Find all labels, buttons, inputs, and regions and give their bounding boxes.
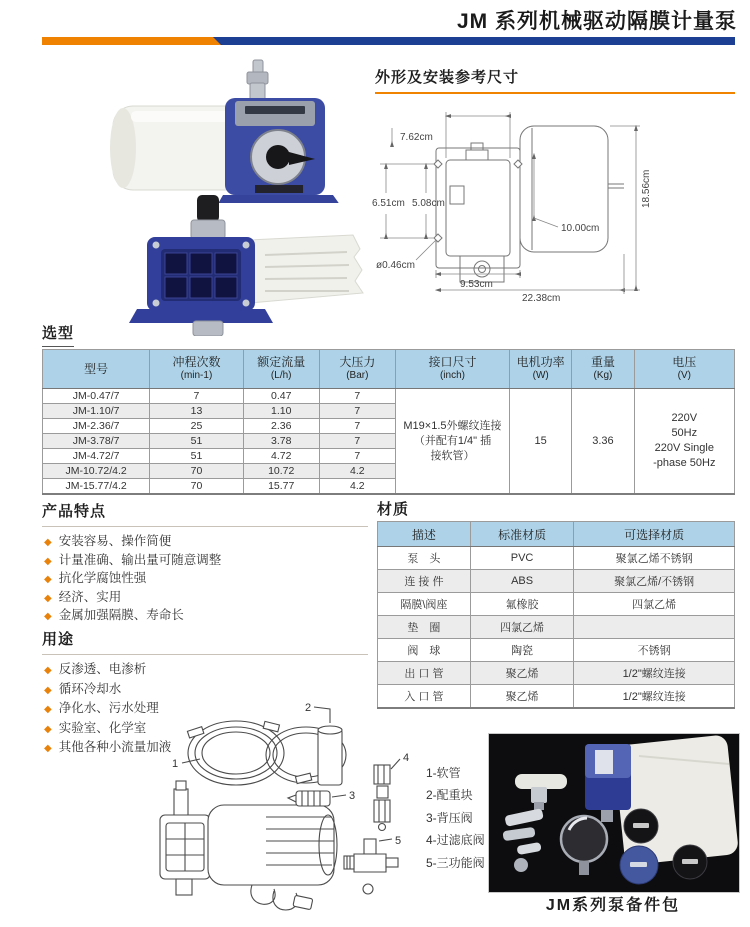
materials-table-cell: 1/2"螺纹连接 <box>574 685 735 709</box>
selection-table-cell: 70 <box>150 464 243 479</box>
diamond-bullet-icon: ◆ <box>44 684 52 696</box>
diamond-bullet-icon: ◆ <box>44 537 52 548</box>
page-title: JM 系列机械驱动隔膜计量泵 <box>456 10 737 33</box>
feature-item: ◆ 抗化学腐蚀性强 <box>44 571 147 585</box>
use-item: ◆ 反渗透、电渗析 <box>44 662 147 676</box>
feature-item: ◆ 安装容易、操作简便 <box>44 534 172 548</box>
dim-label-total-height: 18.56cm <box>641 169 652 208</box>
materials-table-row <box>378 616 735 639</box>
selection-table-cell: JM-3.78/7 <box>43 434 150 449</box>
materials-table-cell: 四氯乙烯 <box>574 593 735 616</box>
uses-section-title: 用途 <box>42 631 75 648</box>
materials-table-cell: 出 口 管 <box>378 662 471 685</box>
selection-table-merged-cell: 15 <box>510 389 572 495</box>
materials-table-cell: 陶瓷 <box>470 639 574 662</box>
selection-table-cell: 51 <box>150 434 243 449</box>
header-bar <box>42 37 735 45</box>
selection-column-header: 额定流量 (L/h) <box>243 350 319 389</box>
diamond-bullet-icon: ◆ <box>44 574 52 585</box>
selection-table-cell: 3.78 <box>243 434 319 449</box>
selection-table-cell: 51 <box>150 449 243 464</box>
materials-table-row <box>378 685 735 709</box>
selection-table-cell: 0.47 <box>243 389 319 404</box>
pump-photo-front <box>85 195 365 336</box>
use-item: ◆ 其他各种小流量加液 <box>44 740 172 754</box>
dim-label-left-inner: 5.08cm <box>412 198 445 209</box>
selection-table-cell: 1.10 <box>243 404 319 419</box>
selection-column-header: 冲程次数 (min-1) <box>150 350 243 389</box>
selection-table-cell: JM-2.36/7 <box>43 419 150 434</box>
selection-column-header: 重量 (Kg) <box>572 350 634 389</box>
selection-table-cell: JM-10.72/4.2 <box>43 464 150 479</box>
features-section-rule <box>42 526 368 527</box>
materials-table-cell: 1/2"螺纹连接 <box>574 662 735 685</box>
product-photos <box>85 58 365 336</box>
selection-table-cell: 7 <box>319 449 395 464</box>
materials-table-row <box>378 570 735 593</box>
selection-table-row <box>43 389 735 404</box>
materials-column-header: 标准材质 <box>470 522 574 547</box>
selection-table-cell: 15.77 <box>243 479 319 495</box>
materials-table-cell: 聚乙烯 <box>470 662 574 685</box>
dim-label-head-width: 9.53cm <box>460 279 493 290</box>
selection-column-header: 电压 (V) <box>634 350 734 389</box>
uses-section-rule <box>42 654 368 655</box>
selection-table-cell: 7 <box>319 434 395 449</box>
dim-label-hole: ø0.46cm <box>376 260 415 271</box>
selection-column-header: 大压力 (Bar) <box>319 350 395 389</box>
diamond-bullet-icon: ◆ <box>44 704 52 715</box>
dims-section-rule <box>375 92 735 94</box>
parts-legend-item: 3-背压阀 <box>426 810 473 825</box>
exploded-label-3: 3 <box>349 790 356 802</box>
materials-table-cell: 四氯乙烯 <box>470 616 574 639</box>
selection-table-cell: JM-0.47/7 <box>43 389 150 404</box>
materials-table-body <box>378 547 735 709</box>
selection-table-cell: 2.36 <box>243 419 319 434</box>
materials-table-header <box>378 522 735 547</box>
selection-section-title: 选型 <box>42 322 74 347</box>
dim-label-mid-height: 10.00cm <box>561 223 600 234</box>
selection-table-cell: JM-1.10/7 <box>43 404 150 419</box>
selection-table-cell: 4.2 <box>319 479 395 495</box>
selection-table-merged-cell: 3.36 <box>572 389 634 495</box>
selection-table-merged-cell: 220V 50Hz 220V Single -phase 50Hz <box>634 389 734 495</box>
spare-kit-caption: JM系列泵备件包 <box>545 897 681 914</box>
selection-table-cell: 7 <box>319 419 395 434</box>
selection-table-cell: 25 <box>150 419 243 434</box>
exploded-label-4: 4 <box>403 752 410 764</box>
use-item: ◆ 净化水、污水处理 <box>44 701 159 715</box>
selection-table-cell: JM-15.77/4.2 <box>43 479 150 495</box>
selection-table-cell: 7 <box>319 404 395 419</box>
materials-table-cell: 氟橡胶 <box>470 593 574 616</box>
dim-label-top: 7.62cm <box>400 132 433 143</box>
materials-table-cell: PVC <box>470 547 574 570</box>
materials-section-title: 材质 <box>377 501 410 518</box>
diamond-bullet-icon: ◆ <box>44 555 52 567</box>
selection-table <box>42 349 735 495</box>
materials-table-cell: 入 口 管 <box>378 685 471 709</box>
selection-table-cell: 10.72 <box>243 464 319 479</box>
parts-legend-item: 1-软管 <box>426 766 461 780</box>
materials-table-row <box>378 593 735 616</box>
selection-table-cell: JM-4.72/7 <box>43 449 150 464</box>
materials-table-cell: 隔膜\阀座 <box>378 593 471 616</box>
materials-table-cell: 不锈钢 <box>574 639 735 662</box>
selection-column-header: 型号 <box>43 350 150 389</box>
materials-table-cell <box>574 616 735 639</box>
selection-column-header: 电机功率 (W) <box>510 350 572 389</box>
feature-item: ◆ 经济、实用 <box>44 589 122 604</box>
dims-section-title: 外形及安装参考尺寸 <box>375 69 520 86</box>
materials-table <box>377 521 735 709</box>
spare-kit-photo-art <box>489 734 739 892</box>
materials-table-cell: 垫 圈 <box>378 616 471 639</box>
selection-table-body <box>43 389 735 495</box>
exploded-parts-diagram <box>148 693 426 927</box>
selection-table-cell: 7 <box>150 389 243 404</box>
feature-item: ◆ 计量准确、输出量可随意调整 <box>44 552 222 567</box>
dim-label-left-outer: 6.51cm <box>372 198 405 209</box>
parts-legend-item: 5-三功能阀 <box>426 855 485 870</box>
materials-table-row <box>378 547 735 570</box>
materials-table-cell: 连 接 件 <box>378 570 471 593</box>
exploded-label-1: 1 <box>172 758 179 770</box>
features-list <box>44 532 221 625</box>
selection-table-header <box>43 350 735 389</box>
materials-table-row <box>378 639 735 662</box>
spare-kit-photo <box>488 733 740 893</box>
selection-table-cell: 13 <box>150 404 243 419</box>
selection-table-cell: 4.72 <box>243 449 319 464</box>
use-item: ◆ 循环冷却水 <box>44 681 122 696</box>
diamond-bullet-icon: ◆ <box>44 723 52 735</box>
diamond-bullet-icon: ◆ <box>44 665 52 676</box>
materials-column-header: 可选择材质 <box>574 522 735 547</box>
materials-table-cell: 聚氯乙烯/不锈钢 <box>574 570 735 593</box>
exploded-label-5: 5 <box>395 835 402 847</box>
parts-legend-item: 2-配重块 <box>426 788 473 803</box>
materials-table-cell: 聚氯乙烯不锈钢 <box>574 547 735 570</box>
parts-legend-item: 4-过滤底阀 <box>426 833 485 848</box>
diamond-bullet-icon: ◆ <box>44 592 52 604</box>
selection-table-cell: 70 <box>150 479 243 495</box>
materials-table-row <box>378 662 735 685</box>
dimension-diagram <box>372 98 735 303</box>
materials-table-cell: 泵 头 <box>378 547 471 570</box>
materials-table-cell: ABS <box>470 570 574 593</box>
features-section-title: 产品特点 <box>42 503 107 520</box>
use-item: ◆ 实验室、化学室 <box>44 720 147 735</box>
materials-table-cell: 聚乙烯 <box>470 685 574 709</box>
feature-item: ◆ 金属加强隔膜、寿命长 <box>44 608 184 622</box>
selection-table-merged-cell: M19×1.5外螺纹连接 （并配有1/4" 插 接软管） <box>395 389 509 495</box>
selection-table-cell: 7 <box>319 389 395 404</box>
materials-table-cell: 阀 球 <box>378 639 471 662</box>
selection-column-header: 接口尺寸 (inch) <box>395 350 509 389</box>
selection-table-cell: 4.2 <box>319 464 395 479</box>
diamond-bullet-icon: ◆ <box>44 743 52 754</box>
exploded-label-2: 2 <box>305 702 312 714</box>
dim-label-total-width: 22.38cm <box>522 293 561 303</box>
parts-legend <box>426 762 485 874</box>
pump-photo-side <box>85 58 365 203</box>
materials-column-header: 描述 <box>378 522 471 547</box>
diamond-bullet-icon: ◆ <box>44 611 52 622</box>
